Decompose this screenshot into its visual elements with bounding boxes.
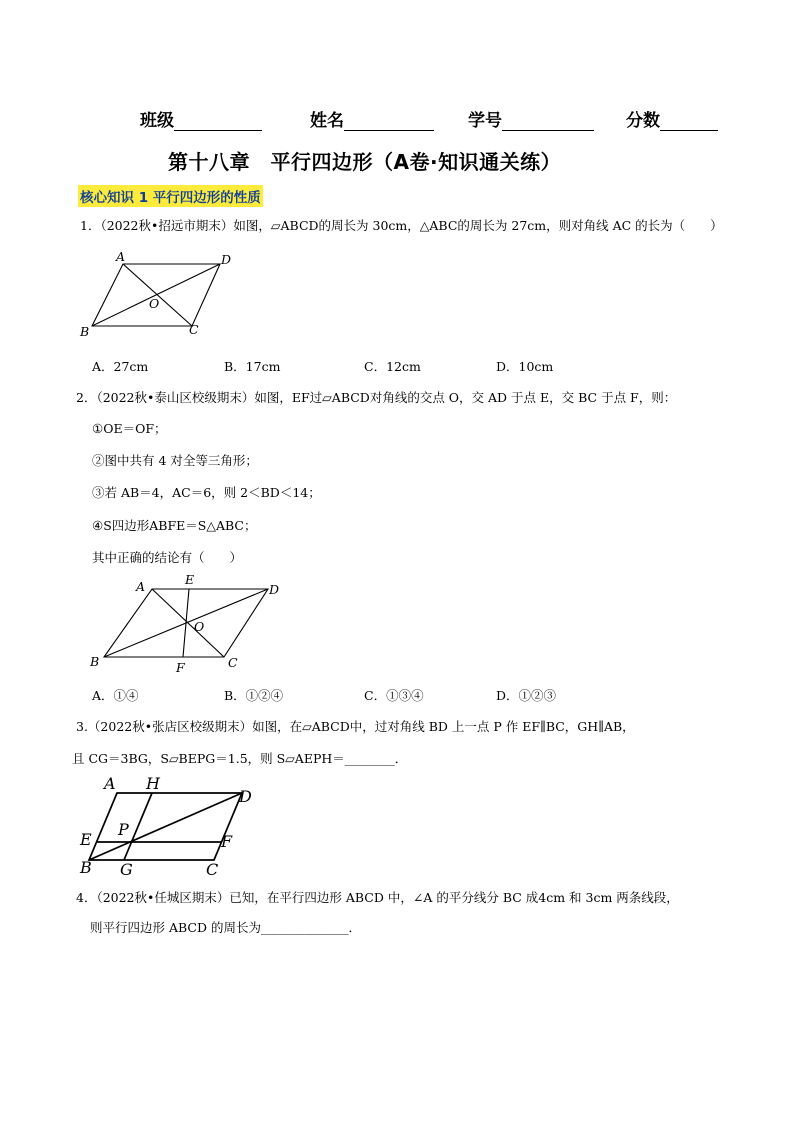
question-2-prompt: 其中正确的结论有（ ） — [92, 550, 243, 565]
question-2-option-d[interactable]: D．①②③ — [496, 688, 557, 703]
q2-label-a: A — [136, 579, 146, 594]
class-blank[interactable] — [174, 114, 262, 131]
question-1-option-b[interactable]: B．17cm — [224, 359, 281, 374]
q2-label-e: E — [185, 572, 195, 587]
question-3-text-line-1: 3.（2022秋•张店区校级期末）如图，在▱ABCD中，过对角线 BD 上一点 P 作 EF∥BC，GH∥AB， — [76, 719, 635, 734]
q1-label-c: C — [189, 322, 199, 337]
q3-label-g: G — [120, 860, 133, 879]
name-blank[interactable] — [344, 114, 434, 131]
q3-label-d: D — [239, 787, 252, 806]
q3-label-c: C — [206, 860, 219, 879]
question-2-option-c[interactable]: C．①③④ — [364, 688, 424, 703]
question-3-figure — [76, 772, 276, 880]
name-field[interactable] — [310, 106, 434, 131]
question-2-item-3: ③若 AB＝4，AC＝6，则 2＜BD＜14； — [92, 485, 321, 500]
q2-label-o: O — [194, 619, 205, 634]
question-1-figure — [76, 248, 246, 343]
question-2-item-2: ②图中共有 4 对全等三角形； — [92, 453, 258, 468]
class-label: 班级 — [140, 111, 174, 131]
q2-label-b: B — [90, 654, 100, 669]
q1-label-o: O — [149, 296, 160, 311]
q1-label-a: A — [116, 249, 126, 264]
question-2-option-b[interactable]: B．①②④ — [224, 688, 284, 703]
question-4-text-line-1: 4．（2022秋•任城区期末）已知，在平行四边形 ABCD 中，∠A 的平分线分 BC 成4cm 和 3cm 两条线段， — [76, 890, 679, 905]
question-2-text: 2．（2022秋•泰山区校级期末）如图，EF过▱ABCD对角线的交点 O，交 AD 于点 E，交 BC 于点 F，则： — [76, 390, 677, 405]
question-1-text: 1．（2022秋•招远市期末）如图，▱ABCD的周长为 30cm，△ABC的周长为 27cm，则对角线 AC 的长为（ ） — [80, 218, 723, 233]
question-1-option-d[interactable]: D．10cm — [496, 359, 554, 374]
student-id-field[interactable] — [468, 106, 594, 131]
q1-diagonal-bd — [92, 264, 220, 326]
q3-label-e: E — [80, 830, 92, 849]
q1-diagonal-ac — [123, 264, 192, 326]
q1-label-b: B — [80, 324, 90, 339]
score-label: 分数 — [626, 111, 660, 131]
student-id-label: 学号 — [468, 111, 502, 131]
q3-label-b: B — [80, 858, 92, 877]
question-4-text-line-2: 则平行四边形 ABCD 的周长为______________． — [90, 920, 361, 935]
q2-label-c: C — [228, 655, 238, 670]
question-2-item-4: ④S四边形ABFE＝S△ABC； — [92, 518, 257, 533]
q3-label-a: A — [104, 774, 116, 793]
student-id-blank[interactable] — [502, 114, 594, 131]
question-2-figure — [86, 572, 286, 676]
q1-label-d: D — [221, 252, 232, 267]
score-blank[interactable] — [660, 114, 718, 131]
q2-label-d: D — [269, 582, 280, 597]
question-1-option-a[interactable]: A．27cm — [92, 359, 149, 374]
name-label: 姓名 — [310, 111, 344, 131]
score-field[interactable] — [626, 106, 718, 131]
question-2-item-1: ①OE＝OF； — [92, 421, 167, 436]
section-heading: 核心知识 1 平行四边形的性质 — [78, 185, 263, 207]
q2-label-f: F — [176, 660, 185, 675]
class-field[interactable] — [140, 106, 262, 131]
q3-label-h: H — [146, 774, 160, 793]
question-3-text-line-2: 且 CG＝3BG，S▱BEPG＝1.5，则 S▱AEPH＝________． — [72, 751, 408, 766]
q3-label-p: P — [118, 820, 129, 839]
question-2-option-a[interactable]: A．①④ — [92, 688, 139, 703]
page-title: 第十八章 平行四边形（A卷·知识通关练） — [168, 150, 562, 174]
q3-label-f: F — [221, 832, 233, 851]
question-1-option-c[interactable]: C．12cm — [364, 359, 421, 374]
